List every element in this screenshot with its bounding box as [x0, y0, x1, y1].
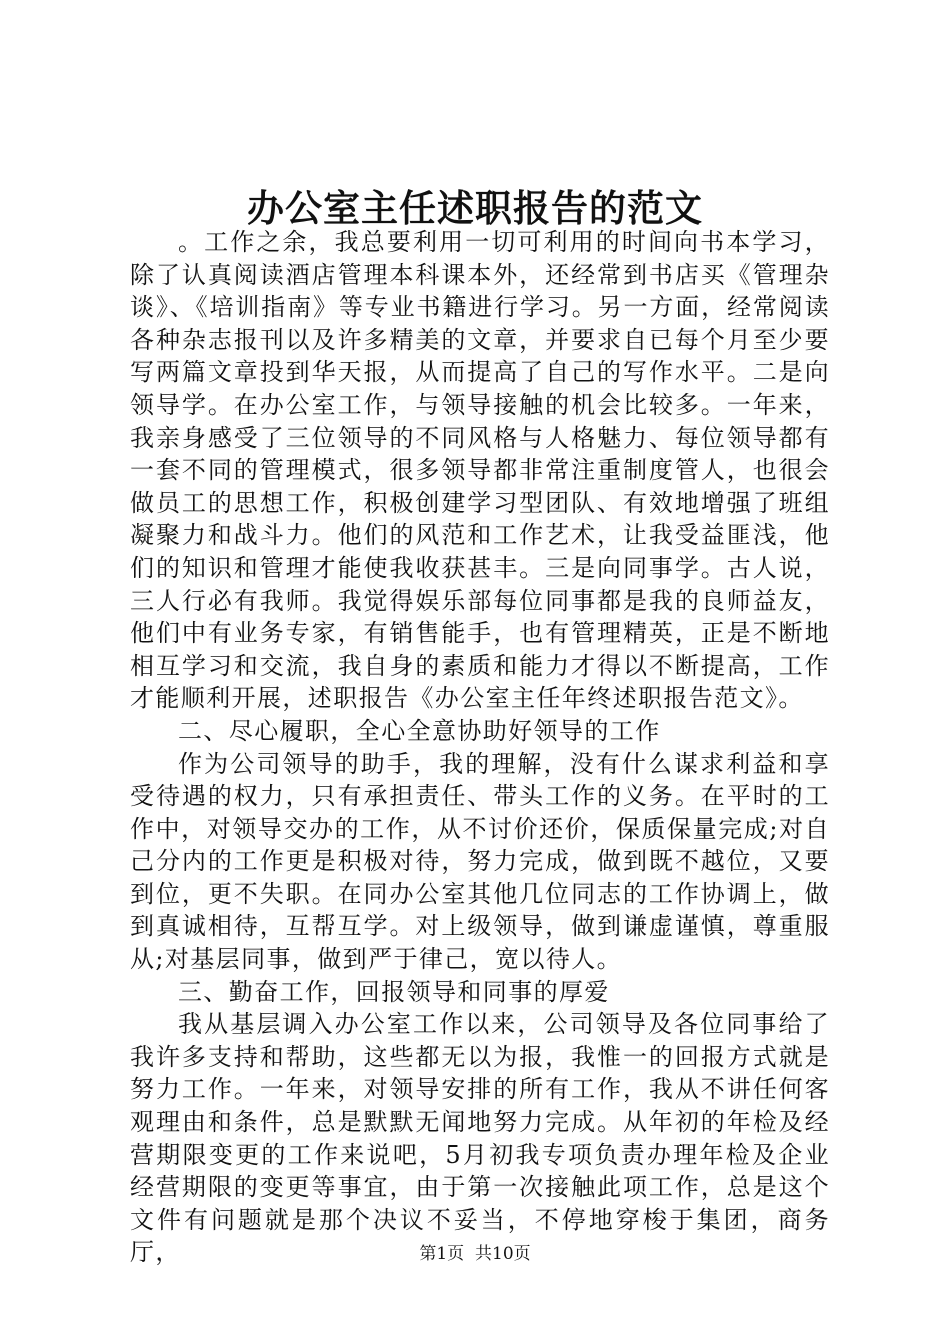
- document-body: [130, 226, 830, 1269]
- paragraph-study: 。工作之余，我总要利用一切可利用的时间向书本学习，除了认真阅读酒店管理本科课本外，还经常到书店买《管理杂谈》、《培训指南》等专业书籍进行学习。另一方面，经常阅读各种杂志报刊以及许多精美的文章，并要求自已每个月至少要写两篇文章投到华天报，从而提高了自己的写作水平。二是向领导学。在办公室工作，与领导接触的机会比较多。一年来，我亲身感受了三位领导的不同风格与人格魅力、每位领导都有一套不同的管理模式，很多领导都非常注重制度管人，也很会做员工的思想工作，积极创建学习型团队、有效地增强了班组凝聚力和战斗力。他们的风范和工作艺术，让我受益匪浅，他们的知识和管理才能使我收获甚丰。三是向同事学。古人说，三人行必有我师。我觉得娱乐部每位同事都是我的良师益友，他们中有业务专家，有销售能手，也有管理精英，正是不断地相互学习和交流，我自身的素质和能力才得以不断提高，工作才能顺利开展，述职报告《办公室主任年终述职报告范文》。: [130, 228, 830, 713]
- page-total: 共10页: [475, 1244, 531, 1264]
- page-number: 第1页: [419, 1244, 465, 1264]
- document-title: 办公室主任述职报告的范文: [247, 186, 703, 230]
- section-heading-duty: 二、尽心履职，全心全意协助好领导的工作: [178, 716, 661, 745]
- paragraph-duty: 作为公司领导的助手，我的理解，没有什么谋求利益和享受待遇的权力，只有承担责任、带头工作的义务。在平时的工作中，对领导交办的工作，从不讨价还价，保质保量完成;对自己分内的工作更是积极对待，努力完成，做到既不越位，又要到位，更不失职。在同办公室其他几位同志的工作协调上，做到真诚相待，互帮互学。对上级领导，做到谦虚谨慎，尊重服从;对基层同事，做到严于律己，宽以待人。: [130, 749, 830, 974]
- page-footer: [0, 1243, 950, 1265]
- paragraph-diligence: 我从基层调入办公室工作以来，公司领导及各位同事给了我许多支持和帮助，这些都无以为报，我惟一的回报方式就是努力工作。一年来，对领导安排的所有工作，我从不讲任何客观理由和条件，总是默默无闻地努力完成。从年初的年检及经营期限变更的工作来说吧，5月初我专项负责办理年检及企业经营期限的变更等事宜，由于第一次接触此项工作，总是这个文件有问题就是那个决议不妥当，不停地穿梭于集团，商务厅，: [130, 1010, 830, 1267]
- section-heading-diligence: 三、勤奋工作，回报领导和同事的厚爱: [178, 977, 610, 1006]
